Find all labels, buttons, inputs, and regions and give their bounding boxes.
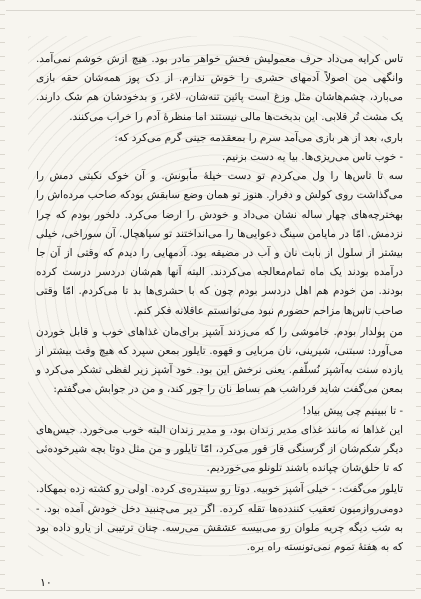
paragraph-3: - خوب تاس می‌ریزی‌ها. بیا یه دست بزنیم. (222, 151, 403, 164)
paragraph-5: من پولدار بودم. خاموشی را که می‌زدند آشپز برای‌مان غذاهای خوب و قابل خوردن می‌آورد: سبتنی، شیرینی، نان مربایی و قهوه. تایلور بمعن سپرد که هیچ وقت بیشتر از یازده سنت به‌آشپز نُسلّفم. یعنی نرخش این بود. خود آشپز زیر لفظی تشکر می‌کرد و بمعن می‌گفت شاید فردا‌شب هم بساط نان را جور کند، و من در جوابش می‌گفتم: (36, 325, 403, 396)
left-margin-mark (0, 0, 5, 599)
paragraph-1: تاس کرایه می‌داد حرف معمولیش فحش خواهر مادر بود. هیچ ازش خوشم نمی‌آمد. وانگهی من اصولاً آدمهای حشری را خوش ندارم. از دک پوز همه‌شان حقه بازی می‌بارد، چشم‌هاشان مثل وزغ است پائین تنه‌شان، لاغر، و بدخودشان هم شک دارند. یک مشت تُر قلابی. این بدبخت‌ها مالی نیستند اما منظرهٔ آدم را خراب می‌کنند. (36, 53, 403, 123)
paragraph-7: این غذاها نه مانند غذای مدیر زندان بود، و مدیر زندان البته خوب می‌خورد. جیس‌های دیگر شکم‌شان از گرسنگی قار قور می‌کرد، امّا تایلور و من مثل دوتا بچه شیرخوده‌ئی که تا حلق‌شان چپانده باشند تلونلو می‌خوردیم. (36, 423, 403, 475)
right-margin-mark (416, 0, 421, 599)
paragraph-8: تایلور می‌گفت: - خیلی آشپز خوبیه. دوتا رو سیندره‌ی کرده. اولی رو کشته زده بمهکاد. دومی‌رو‌ازمیون تعقیب کنندده‌ها تقله کرده. اگر دیر می‌چنبید دخل خودش آمده بود. - به شب دیگه چریه ملوان رو می‌بیسه عشقش می‌رسه. چنان ترتیبی از یارو داده بود که به هفتهٔ تموم نمی‌تونسته راه بره. (36, 483, 403, 554)
paragraph-4: سه تا تاس‌ها را ول می‌کردم تو دست خیلهٔ مأبونش. و آن خوک نکبتی دمش را می‌گذاشت روی کولش و دفرار. هنوز تو همان وضع سابقش بودکه صاحب مرده‌اش را بهخترچه‌های چهار ساله نشان می‌داد و خودش را ارضا می‌کرد. دلخور بودم که چرا نزدمش. امّا در مایامن سینگ دعوایی‌ها را می‌انداختند تو سیاهچال. آن سوراخی، خیلی بیشتر از سلول از بابت نان و آب در مضیقه بود. آدمهایی را دیدم که وقتی از آن جا درآمده بودند یک ماه تمام‌معالجه می‌کردند. البته آنها هم‌شان دردسر درست کرده بودند. من خودم هم اهل دردسر بودم چون که با حشری‌ها بد تا می‌کردم. امّا وقتی صاحب تاس‌ها مزاحم حضورم نبود می‌توانستم عاقلانه فکر کنم. (36, 170, 403, 317)
paragraph-2: باری، بعد از هر بازی می‌آمد سرم را بمعقدمه جینی گرم می‌کرد که: (114, 131, 403, 144)
page-number: ۱۰ (40, 576, 52, 589)
page-body (36, 50, 403, 559)
paragraph-6: - تا ببینیم چی پیش بیاد! (302, 404, 403, 417)
